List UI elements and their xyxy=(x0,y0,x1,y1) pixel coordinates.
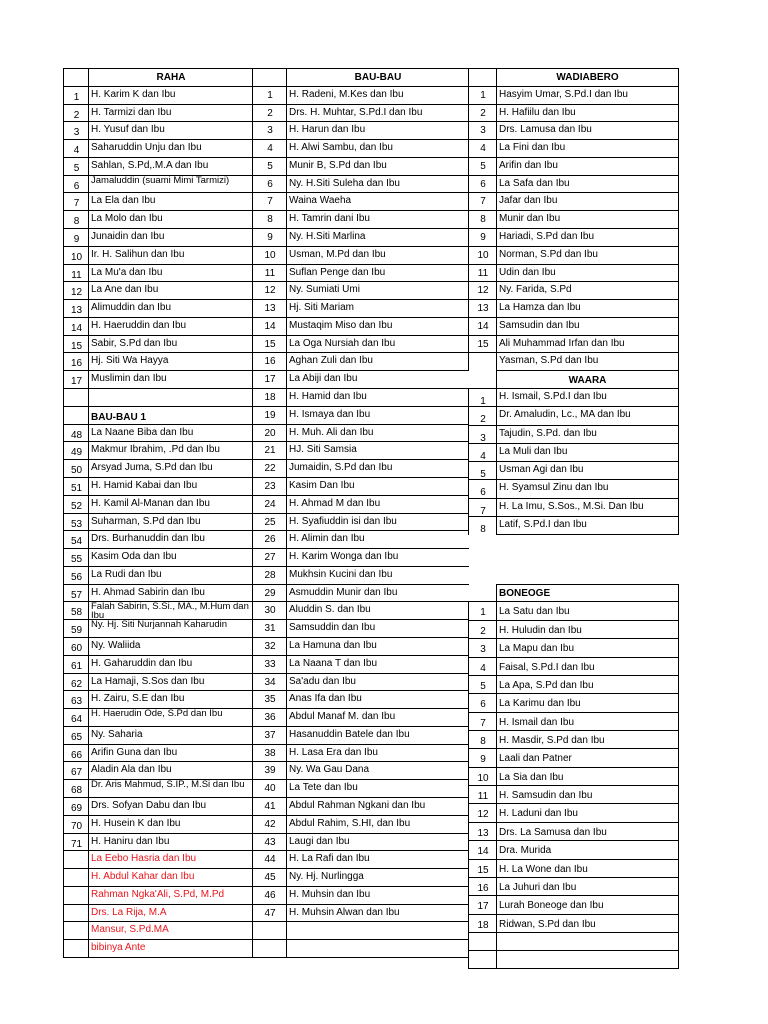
baubau-number: 44 xyxy=(252,850,287,869)
baubau-number: 22 xyxy=(252,459,287,478)
baubau-name: La Hamuna dan Ibu xyxy=(286,637,469,656)
raha-number: 10 xyxy=(63,246,89,265)
waara-number: 5 xyxy=(468,461,497,480)
baubau-name: Ny. Wa Gau Dana xyxy=(286,761,469,780)
boneoge-number: 12 xyxy=(468,803,497,822)
wadiabero-number xyxy=(468,352,497,371)
wadiabero-name: Hariadi, S.Pd dan Ibu xyxy=(496,228,679,247)
baubau1-name: Ny. Hj. Siti Nurjannah Kaharudin xyxy=(88,619,253,638)
wadiabero-name: Ny. Farida, S.Pd xyxy=(496,281,679,300)
baubau-name: Mukhsin Kucini dan Ibu xyxy=(286,566,469,585)
raha-number: 12 xyxy=(63,281,89,300)
wadiabero-name: Norman, S.Pd dan Ibu xyxy=(496,246,679,265)
boneoge-number: 17 xyxy=(468,895,497,914)
raha-name: Sahlan, S.Pd,.M.A dan Ibu xyxy=(88,157,253,176)
raha-number: 14 xyxy=(63,317,89,336)
baubau-number: 40 xyxy=(252,779,287,798)
baubau-name: H. Tamrin dani Ibu xyxy=(286,210,469,229)
baubau-number: 42 xyxy=(252,815,287,834)
baubau-number: 47 xyxy=(252,904,287,923)
baubau-number: 38 xyxy=(252,744,287,763)
baubau-name: Samsuddin dan Ibu xyxy=(286,619,469,638)
baubau-name: Abdul Rahman Ngkani dan Ibu xyxy=(286,797,469,816)
baubau-name: H. Alimin dan Ibu xyxy=(286,530,469,549)
blank-cell xyxy=(88,388,253,407)
baubau-number: 17 xyxy=(252,370,287,389)
raha-number: 3 xyxy=(63,121,89,140)
baubau1-number: 69 xyxy=(63,797,89,816)
baubau1-number: 65 xyxy=(63,726,89,745)
boneoge-name: Faisal, S.Pd.I dan Ibu xyxy=(496,657,679,676)
baubau1-name: La Rudi dan Ibu xyxy=(88,566,253,585)
baubau-number: 35 xyxy=(252,690,287,709)
boneoge-number: 18 xyxy=(468,914,497,933)
wadiabero-number: 4 xyxy=(468,139,497,158)
raha-name: H. Tarmizi dan Ibu xyxy=(88,104,253,123)
header-blank xyxy=(63,68,89,87)
raha-name: H. Haeruddin dan Ibu xyxy=(88,317,253,336)
wadiabero-name: Drs. Lamusa dan Ibu xyxy=(496,121,679,140)
wadiabero-name: Samsudin dan Ibu xyxy=(496,317,679,336)
wadiabero-number: 14 xyxy=(468,317,497,336)
baubau-name: H. La Rafi dan Ibu xyxy=(286,850,469,869)
waara-number: 3 xyxy=(468,425,497,444)
baubau1-number: 60 xyxy=(63,637,89,656)
raha-name: Ir. H. Salihun dan Ibu xyxy=(88,246,253,265)
waara-number: 4 xyxy=(468,443,497,462)
wadiabero-name: Arifin dan Ibu xyxy=(496,157,679,176)
raha-number: 2 xyxy=(63,104,89,123)
raha-name: La Ane dan Ibu xyxy=(88,281,253,300)
boneoge-name: La Karimu dan Ibu xyxy=(496,693,679,712)
wadiabero-name: Hasyim Umar, S.Pd.I dan Ibu xyxy=(496,86,679,105)
boneoge-name: H. Samsudin dan Ibu xyxy=(496,785,679,804)
boneoge-name: H. Ismail dan Ibu xyxy=(496,712,679,731)
baubau-number: 29 xyxy=(252,584,287,603)
raha-number: 8 xyxy=(63,210,89,229)
baubau-number: 30 xyxy=(252,601,287,620)
waara-number: 8 xyxy=(468,516,497,535)
baubau1-number: 61 xyxy=(63,655,89,674)
baubau1-number: 51 xyxy=(63,477,89,496)
baubau-number: 8 xyxy=(252,210,287,229)
blank-cell xyxy=(496,932,679,951)
baubau-name: H. Ismaya dan Ibu xyxy=(286,406,469,425)
wadiabero-name: La Hamza dan Ibu xyxy=(496,299,679,318)
baubau-number: 41 xyxy=(252,797,287,816)
baubau1-name: La Hamaji, S.Sos dan Ibu xyxy=(88,673,253,692)
blank-cell xyxy=(468,950,497,969)
header-blank xyxy=(468,68,497,87)
raha-name: Junaidin dan Ibu xyxy=(88,228,253,247)
blank-cell xyxy=(496,950,679,969)
baubau1-name: Ny. Waliida xyxy=(88,637,253,656)
boneoge-name: Drs. La Samusa dan Ibu xyxy=(496,822,679,841)
baubau-name: Ny. Hj. Nurlingga xyxy=(286,868,469,887)
baubau-name: Mustaqim Miso dan Ibu xyxy=(286,317,469,336)
baubau1-number: 71 xyxy=(63,833,89,852)
boneoge-number: 14 xyxy=(468,840,497,859)
waara-number: 6 xyxy=(468,479,497,498)
baubau-number: 12 xyxy=(252,281,287,300)
waara-number: 2 xyxy=(468,406,497,425)
raha-name: La Molo dan Ibu xyxy=(88,210,253,229)
blank-cell xyxy=(63,939,89,958)
baubau-number: 39 xyxy=(252,761,287,780)
baubau-number: 31 xyxy=(252,619,287,638)
wadiabero-name: Jafar dan Ibu xyxy=(496,192,679,211)
waara-name: H. Syamsul Zinu dan Ibu xyxy=(496,479,679,498)
boneoge-name: La Mapu dan Ibu xyxy=(496,638,679,657)
baubau1-number: 48 xyxy=(63,424,89,443)
baubau-number: 6 xyxy=(252,175,287,194)
boneoge-number: 6 xyxy=(468,693,497,712)
raha-name: Jamaluddin (suami Mimi Tarmizi) xyxy=(88,175,253,194)
wadiabero-number: 7 xyxy=(468,192,497,211)
raha-number: 11 xyxy=(63,264,89,283)
baubau1-name: Drs. Burhanuddin dan Ibu xyxy=(88,530,253,549)
baubau-name: H. Syafiuddin isi dan Ibu xyxy=(286,513,469,532)
raha-number: 13 xyxy=(63,299,89,318)
blank-cell xyxy=(63,406,89,425)
blank-cell xyxy=(286,921,469,940)
baubau-name: Jumaidin, S.Pd dan Ibu xyxy=(286,459,469,478)
boneoge-name: H. Masdir, S.Pd dan Ibu xyxy=(496,730,679,749)
baubau-name: H. Radeni, M.Kes dan Ibu xyxy=(286,86,469,105)
blank-cell xyxy=(63,850,89,869)
baubau-number: 11 xyxy=(252,264,287,283)
baubau-number: 24 xyxy=(252,495,287,514)
baubau-name: Aghan Zuli dan Ibu xyxy=(286,352,469,371)
baubau-number: 18 xyxy=(252,388,287,407)
boneoge-name: La Satu dan Ibu xyxy=(496,601,679,620)
wadiabero-name: H. Hafiilu dan Ibu xyxy=(496,104,679,123)
baubau1-name: Makmur Ibrahim, .Pd dan Ibu xyxy=(88,441,253,460)
baubau-number: 36 xyxy=(252,708,287,727)
baubau-number: 9 xyxy=(252,228,287,247)
baubau-name: H. Muhsin Alwan dan Ibu xyxy=(286,904,469,923)
boneoge-number: 13 xyxy=(468,822,497,841)
waara-name: Usman Agi dan Ibu xyxy=(496,461,679,480)
wadiabero-number: 8 xyxy=(468,210,497,229)
boneoge-number: 9 xyxy=(468,748,497,767)
wadiabero-number: 10 xyxy=(468,246,497,265)
raha-number: 7 xyxy=(63,192,89,211)
raha-number: 6 xyxy=(63,175,89,194)
raha-number: 17 xyxy=(63,370,89,389)
baubau1-number: 59 xyxy=(63,619,89,638)
raha-name: Alimuddin dan Ibu xyxy=(88,299,253,318)
baubau1-number: 58 xyxy=(63,601,89,620)
wadiabero-name: Yasman, S.Pd dan Ibu xyxy=(496,352,679,371)
waara-name: H. La Imu, S.Sos., M.Si. Dan Ibu xyxy=(496,498,679,517)
boneoge-number: 7 xyxy=(468,712,497,731)
blank-cell xyxy=(63,868,89,887)
baubau-name: Drs. H. Muhtar, S.Pd.I dan Ibu xyxy=(286,104,469,123)
boneoge-name: H. Huludin dan Ibu xyxy=(496,620,679,639)
baubau1-name: Arifin Guna dan Ibu xyxy=(88,744,253,763)
baubau-number: 26 xyxy=(252,530,287,549)
waara-name: H. Ismail, S.Pd.I dan Ibu xyxy=(496,388,679,407)
baubau-number: 5 xyxy=(252,157,287,176)
wadiabero-name: La Safa dan Ibu xyxy=(496,175,679,194)
baubau-name: Abdul Manaf M. dan Ibu xyxy=(286,708,469,727)
baubau-name: La Tete dan Ibu xyxy=(286,779,469,798)
wadiabero-number: 5 xyxy=(468,157,497,176)
baubau1-name: Falah Sabirin, S.Si., MA., M.Hum dan Ibu xyxy=(88,601,253,620)
baubau-name: H. Lasa Era dan Ibu xyxy=(286,744,469,763)
baubau-name: Munir B, S.Pd dan Ibu xyxy=(286,157,469,176)
header-waara: WAARA xyxy=(496,370,679,389)
baubau1-name: H. Ahmad Sabirin dan Ibu xyxy=(88,584,253,603)
baubau1-number: 55 xyxy=(63,548,89,567)
baubau-number: 32 xyxy=(252,637,287,656)
section-label-baubau1: BAU-BAU 1 xyxy=(88,406,253,425)
baubau-number: 43 xyxy=(252,833,287,852)
raha-name: H. Karim K dan Ibu xyxy=(88,86,253,105)
waara-number: 1 xyxy=(468,388,497,407)
baubau-number: 23 xyxy=(252,477,287,496)
baubau1-number: 54 xyxy=(63,530,89,549)
baubau1-number: 63 xyxy=(63,690,89,709)
baubau1-number: 49 xyxy=(63,441,89,460)
baubau1-number: 64 xyxy=(63,708,89,727)
baubau1-name: Suharman, S.Pd dan Ibu xyxy=(88,513,253,532)
baubau-name: Usman, M.Pd dan Ibu xyxy=(286,246,469,265)
wadiabero-name: Ali Muhammad Irfan dan Ibu xyxy=(496,335,679,354)
raha-number: 5 xyxy=(63,157,89,176)
header-wadiabero: WADIABERO xyxy=(496,68,679,87)
boneoge-number: 8 xyxy=(468,730,497,749)
baubau-number: 4 xyxy=(252,139,287,158)
boneoge-name: Ridwan, S.Pd dan Ibu xyxy=(496,914,679,933)
baubau-number: 7 xyxy=(252,192,287,211)
baubau-number: 45 xyxy=(252,868,287,887)
wadiabero-name: Udin dan Ibu xyxy=(496,264,679,283)
baubau-name: H. Muh. Ali dan Ibu xyxy=(286,424,469,443)
baubau-name: Suflan Penge dan Ibu xyxy=(286,264,469,283)
wadiabero-number: 11 xyxy=(468,264,497,283)
boneoge-number: 5 xyxy=(468,675,497,694)
baubau-number: 21 xyxy=(252,441,287,460)
baubau-number: 1 xyxy=(252,86,287,105)
baubau-name: La Naana T dan Ibu xyxy=(286,655,469,674)
baubau-name: Asmuddin Munir dan Ibu xyxy=(286,584,469,603)
raha-name: H. Yusuf dan Ibu xyxy=(88,121,253,140)
raha-number: 4 xyxy=(63,139,89,158)
baubau-number: 16 xyxy=(252,352,287,371)
wadiabero-number: 6 xyxy=(468,175,497,194)
wadiabero-number: 1 xyxy=(468,86,497,105)
baubau-name: Ny. H.Siti Suleha dan Ibu xyxy=(286,175,469,194)
boneoge-number: 10 xyxy=(468,767,497,786)
baubau-number: 15 xyxy=(252,335,287,354)
raha-name: Sabir, S.Pd dan Ibu xyxy=(88,335,253,354)
baubau-number: 20 xyxy=(252,424,287,443)
baubau1-name: Aladin Ala dan Ibu xyxy=(88,761,253,780)
wadiabero-name: La Fini dan Ibu xyxy=(496,139,679,158)
raha-number: 16 xyxy=(63,352,89,371)
highlighted-name: bibinya Ante xyxy=(88,939,253,958)
boneoge-number: 1 xyxy=(468,601,497,620)
header-boneoge: BONEOGE xyxy=(496,584,679,603)
waara-name: La Muli dan Ibu xyxy=(496,443,679,462)
wadiabero-number: 15 xyxy=(468,335,497,354)
waara-name: Latif, S.Pd.I dan Ibu xyxy=(496,516,679,535)
waara-number: 7 xyxy=(468,498,497,517)
baubau1-name: Kasim Oda dan Ibu xyxy=(88,548,253,567)
raha-number: 1 xyxy=(63,86,89,105)
baubau1-number: 66 xyxy=(63,744,89,763)
baubau-number: 28 xyxy=(252,566,287,585)
boneoge-name: H. La Wone dan Ibu xyxy=(496,859,679,878)
boneoge-name: Dra. Murida xyxy=(496,840,679,859)
baubau-name: Anas Ifa dan Ibu xyxy=(286,690,469,709)
baubau-number: 13 xyxy=(252,299,287,318)
boneoge-number: 15 xyxy=(468,859,497,878)
baubau-name: Sa'adu dan Ibu xyxy=(286,673,469,692)
boneoge-number: 4 xyxy=(468,657,497,676)
baubau1-name: La Naane Biba dan Ibu xyxy=(88,424,253,443)
header-blank xyxy=(252,68,287,87)
baubau-name: H. Ahmad M dan Ibu xyxy=(286,495,469,514)
boneoge-name: Lurah Boneoge dan Ibu xyxy=(496,895,679,914)
baubau-name: Abdul Rahim, S.HI, dan Ibu xyxy=(286,815,469,834)
baubau-name: H. Harun dan Ibu xyxy=(286,121,469,140)
raha-name: Saharuddin Unju dan Ibu xyxy=(88,139,253,158)
boneoge-name: La Juhuri dan Ibu xyxy=(496,877,679,896)
baubau1-name: Drs. Sofyan Dabu dan Ibu xyxy=(88,797,253,816)
baubau1-name: H. Gaharuddin dan Ibu xyxy=(88,655,253,674)
baubau-name: H. Karim Wonga dan Ibu xyxy=(286,548,469,567)
baubau-number: 37 xyxy=(252,726,287,745)
baubau1-number: 56 xyxy=(63,566,89,585)
waara-name: Dr. Amaludin, Lc., MA dan Ibu xyxy=(496,406,679,425)
baubau-name: Hj. Siti Mariam xyxy=(286,299,469,318)
wadiabero-number: 2 xyxy=(468,104,497,123)
highlighted-name: Mansur, S.Pd.MA xyxy=(88,921,253,940)
baubau1-name: Arsyad Juma, S.Pd dan Ibu xyxy=(88,459,253,478)
baubau-name: Laugi dan Ibu xyxy=(286,833,469,852)
baubau1-name: Ny. Saharia xyxy=(88,726,253,745)
baubau-name: H. Hamid dan Ibu xyxy=(286,388,469,407)
wadiabero-number: 3 xyxy=(468,121,497,140)
baubau-number: 33 xyxy=(252,655,287,674)
raha-name: La Mu'a dan Ibu xyxy=(88,264,253,283)
baubau-number: 3 xyxy=(252,121,287,140)
boneoge-number: 3 xyxy=(468,638,497,657)
wadiabero-number: 9 xyxy=(468,228,497,247)
baubau1-name: Dr. Aris Mahmud, S.IP., M.Si dan Ibu xyxy=(88,779,253,798)
boneoge-name: H. Laduni dan Ibu xyxy=(496,803,679,822)
highlighted-name: Drs. La Rija, M.A xyxy=(88,904,253,923)
baubau-name: Kasim Dan Ibu xyxy=(286,477,469,496)
raha-number: 9 xyxy=(63,228,89,247)
baubau-name: H. Muhsin dan Ibu xyxy=(286,886,469,905)
highlighted-name: H. Abdul Kahar dan Ibu xyxy=(88,868,253,887)
boneoge-number: 11 xyxy=(468,785,497,804)
baubau-name: H. Alwi Sambu, dan Ibu xyxy=(286,139,469,158)
wadiabero-number: 13 xyxy=(468,299,497,318)
raha-number: 15 xyxy=(63,335,89,354)
baubau1-name: H. Haniru dan Ibu xyxy=(88,833,253,852)
baubau-number: 46 xyxy=(252,886,287,905)
baubau-name: Aluddin S. dan Ibu xyxy=(286,601,469,620)
baubau-number: 10 xyxy=(252,246,287,265)
boneoge-number: 16 xyxy=(468,877,497,896)
baubau1-number: 52 xyxy=(63,495,89,514)
raha-name: La Ela dan Ibu xyxy=(88,192,253,211)
blank-cell xyxy=(63,904,89,923)
baubau-name: Hasanuddin Batele dan Ibu xyxy=(286,726,469,745)
boneoge-name: La Sia dan Ibu xyxy=(496,767,679,786)
baubau1-name: H. Kamil Al-Manan dan Ibu xyxy=(88,495,253,514)
boneoge-number: 2 xyxy=(468,620,497,639)
baubau1-number: 62 xyxy=(63,673,89,692)
baubau-number: 14 xyxy=(252,317,287,336)
raha-name: Muslimin dan Ibu xyxy=(88,370,253,389)
blank-cell xyxy=(252,939,287,958)
wadiabero-name: Munir dan Ibu xyxy=(496,210,679,229)
blank-cell xyxy=(468,932,497,951)
boneoge-name: La Apa, S.Pd dan Ibu xyxy=(496,675,679,694)
baubau-name: La Oga Nursiah dan Ibu xyxy=(286,335,469,354)
baubau-number: 19 xyxy=(252,406,287,425)
waara-name: Tajudin, S.Pd. dan Ibu xyxy=(496,425,679,444)
baubau1-number: 50 xyxy=(63,459,89,478)
blank-cell xyxy=(63,921,89,940)
baubau1-name: H. Hamid Kabai dan Ibu xyxy=(88,477,253,496)
baubau-name: Waina Waeha xyxy=(286,192,469,211)
baubau1-name: H. Haerudin Ode, S.Pd dan Ibu xyxy=(88,708,253,727)
header-raha: RAHA xyxy=(88,68,253,87)
blank-cell xyxy=(63,886,89,905)
baubau-number: 27 xyxy=(252,548,287,567)
blank-cell xyxy=(63,388,89,407)
baubau-name: Ny. Sumiati Umi xyxy=(286,281,469,300)
baubau1-number: 57 xyxy=(63,584,89,603)
baubau1-name: H. Husein K dan Ibu xyxy=(88,815,253,834)
baubau1-number: 70 xyxy=(63,815,89,834)
baubau-number: 25 xyxy=(252,513,287,532)
highlighted-name: Rahman Ngka'Ali, S.Pd, M.Pd xyxy=(88,886,253,905)
baubau1-number: 53 xyxy=(63,513,89,532)
baubau-number: 34 xyxy=(252,673,287,692)
baubau1-number: 67 xyxy=(63,761,89,780)
baubau-name: HJ. Siti Samsia xyxy=(286,441,469,460)
blank-cell xyxy=(468,584,497,603)
wadiabero-number: 12 xyxy=(468,281,497,300)
highlighted-name: La Eebo Hasria dan Ibu xyxy=(88,850,253,869)
blank-cell xyxy=(252,921,287,940)
raha-name: Hj. Siti Wa Hayya xyxy=(88,352,253,371)
baubau1-name: H. Zairu, S.E dan Ibu xyxy=(88,690,253,709)
blank-cell xyxy=(468,370,497,389)
header-baubau: BAU-BAU xyxy=(286,68,469,87)
baubau-name: Ny. H.Siti Marlina xyxy=(286,228,469,247)
baubau1-number: 68 xyxy=(63,779,89,798)
baubau-number: 2 xyxy=(252,104,287,123)
blank-cell xyxy=(286,939,469,958)
baubau-name: La Abiji dan Ibu xyxy=(286,370,469,389)
boneoge-name: Laali dan Patner xyxy=(496,748,679,767)
